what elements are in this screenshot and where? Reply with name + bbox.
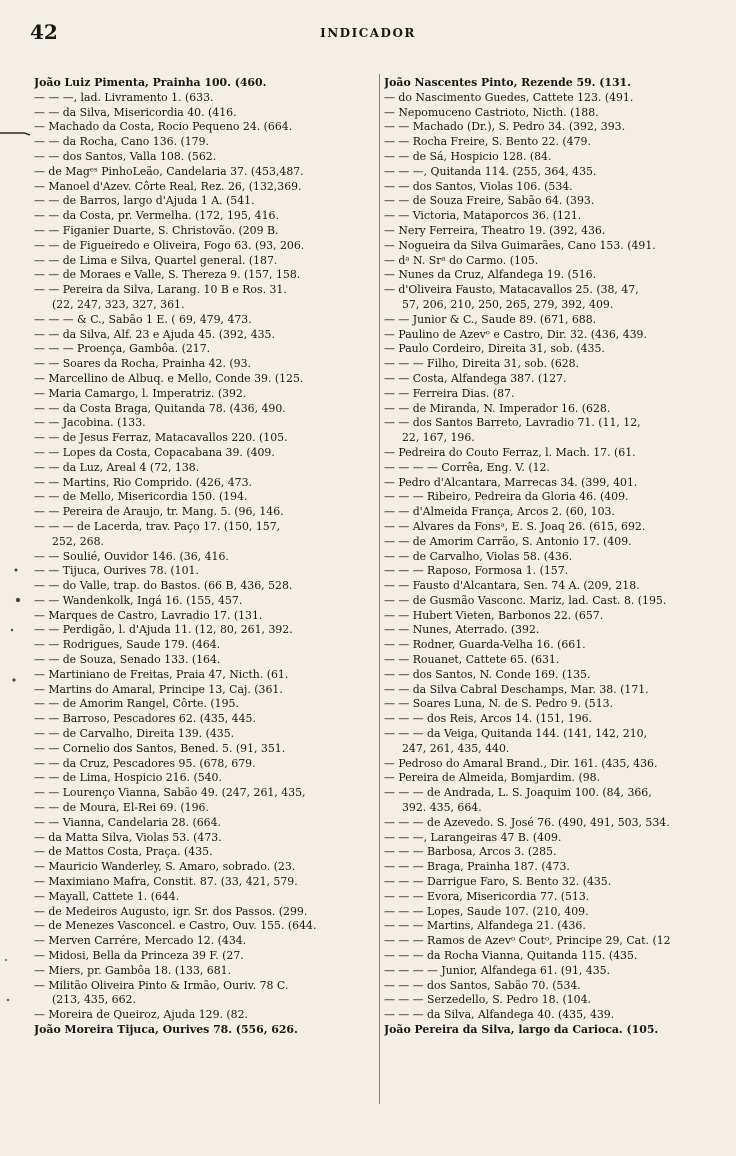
directory-entry: — — dos Santos Barreto, Lavradio 71. (11, 12, [384, 416, 641, 430]
directory-entry: — Nogueira da Silva Guimarães, Cano 153. (491. [384, 238, 656, 252]
directory-entry: — — de Lima, Hospicio 216. (540. [34, 771, 222, 785]
directory-entry: (22, 247, 323, 327, 361. [52, 297, 185, 311]
page-number: 42 [30, 20, 58, 44]
directory-entry: — — de Jesus Ferraz, Matacavallos 220. (105. [34, 431, 288, 445]
directory-entry: 247, 261, 435, 440. [402, 741, 510, 755]
directory-entry: — Manoel d'Azev. Côrte Real, Rez. 26, (132,369. [34, 179, 302, 193]
directory-entry: — d'Oliveira Fausto, Matacavallos 25. (38, 47, [384, 283, 639, 297]
directory-entry: — — Vianna, Candelaria 28. (664. [34, 815, 221, 829]
directory-entry: — — — Lopes, Saude 107. (210, 409. [384, 904, 589, 918]
directory-entry: — — Victoria, Mataporcos 36. (121. [384, 209, 582, 223]
directory-entry: João Pereira da Silva, largo da Carioca. (105. [384, 1023, 659, 1036]
directory-entry: — Pedreira do Couto Ferraz, l. Mach. 17. (61. [384, 445, 636, 459]
margin-ink-specks [0, 560, 22, 1040]
directory-entry: — — da Rocha, Cano 136. (179. [34, 135, 209, 149]
directory-entry: João Moreira Tijuca, Ourives 78. (556, 626. [34, 1023, 298, 1036]
directory-entry: — Martins do Amaral, Principe 13, Caj. (361. [34, 682, 283, 696]
directory-entry: — Maria Camargo, l. Imperatriz. (392. [34, 386, 247, 400]
right-column [384, 76, 734, 1038]
directory-entry: — Marques de Castro, Lavradio 17. (131. [34, 608, 263, 622]
margin-arrow-mark [0, 130, 30, 136]
directory-entry: 392. 435, 664. [402, 801, 482, 815]
directory-entry: — — — dos Reis, Arcos 14. (151, 196. [384, 712, 593, 726]
directory-entry: — — de Miranda, N. Imperador 16. (628. [384, 401, 611, 415]
directory-entry: — — Alvares da Fonsᵃ, E. S. Joaq 26. (615, 692. [384, 519, 646, 533]
directory-entry: — — — da Rocha Vianna, Quitanda 115. (435. [384, 949, 638, 963]
directory-entry: — — Rodrigues, Saude 179. (464. [34, 638, 221, 652]
directory-entry: — — do Valle, trap. do Bastos. (66 B, 436, 528. [34, 579, 293, 593]
directory-entry: — — Martins, Rio Comprido. (426, 473. [34, 475, 252, 489]
directory-entry: — Midosi, Bella da Princeza 39 F. (27. [34, 949, 244, 963]
directory-entry: — — — Braga, Prainha 187. (473. [384, 860, 570, 874]
left-column [34, 76, 378, 1038]
directory-entry: — — — Ramos de Azevᵒ Coutᵒ, Principe 29, Cat. (12 [384, 934, 671, 948]
directory-entry: — — — de Azevedo. S. José 76. (490, 491, 503, 534. [384, 815, 670, 829]
directory-entry: João Luiz Pimenta, Prainha 100. (460. [34, 76, 267, 89]
directory-entry: — Miers, pr. Gambôa 18. (133, 681. [34, 963, 232, 977]
directory-entry: — Mayall, Cattete 1. (644. [34, 889, 180, 903]
directory-entry: — de Menezes Vasconcel. e Castro, Ouv. 155. (644. [34, 919, 317, 933]
directory-entry: — — Jacobina. (133. [34, 416, 146, 430]
directory-entry: — — Hubert Vieten, Barbonos 22. (657. [384, 608, 604, 622]
directory-entry: — — — de Lacerda, trav. Paço 17. (150, 157, [34, 519, 281, 533]
directory-entry: — — — Proença, Gambôa. (217. [34, 342, 211, 356]
directory-entry: — — Costa, Alfandega 387. (127. [384, 371, 567, 385]
directory-entry: — — dos Santos, N. Conde 169. (135. [384, 667, 591, 681]
directory-entry: 57, 206, 210, 250, 265, 279, 392, 409. [402, 297, 614, 311]
directory-entry: — — dos Santos, Violas 106. (534. [384, 179, 573, 193]
directory-entry: — — —, Larangeiras 47 B. (409. [384, 830, 562, 844]
directory-entry: — — — Filho, Direita 31, sob. (628. [384, 357, 580, 371]
directory-entry: — — — & C., Sabão 1 E. ( 69, 479, 473. [34, 312, 252, 326]
directory-entry: — — da Silva Cabral Deschamps, Mar. 38. (171. [384, 682, 649, 696]
directory-entry: — da Matta Silva, Violas 53. (473. [34, 830, 222, 844]
directory-entry: — — da Cruz, Pescadores 95. (678, 679. [34, 756, 256, 770]
directory-entry: — — — de Andrada, L. S. Joaquim 100. (84, 366, [384, 786, 652, 800]
directory-entry: — — de Amorim Rangel, Côrte. (195. [34, 697, 239, 711]
directory-entry: — — —, lad. Livramento 1. (633. [34, 90, 214, 104]
directory-entry: — — Soares Luna, N. de S. Pedro 9. (513. [384, 697, 614, 711]
directory-entry: — — de Mello, Misericordia 150. (194. [34, 490, 248, 504]
directory-entry: — — de Carvalho, Direita 139. (435. [34, 727, 235, 741]
directory-entry: — — Lourenço Vianna, Sabão 49. (247, 261, 435, [34, 786, 306, 800]
directory-entry: — — Pereira da Silva, Larang. 10 B e Ros. 31. [34, 283, 287, 297]
directory-entry: — — Barroso, Pescadores 62. (435, 445. [34, 712, 256, 726]
directory-entry: (213, 435, 662. [52, 993, 136, 1007]
directory-entry: — Pereira de Almeida, Bomjardim. (98. [384, 771, 601, 785]
directory-entry: — — da Silva, Misericordia 40. (416. [34, 105, 237, 119]
directory-entry: — — Pereira de Araujo, tr. Mang. 5. (96, 146. [34, 505, 284, 519]
directory-entry: — — de Barros, largo d'Ajuda 1 A. (541. [34, 194, 255, 208]
directory-entry: — — de Sá, Hospicio 128. (84. [384, 149, 552, 163]
directory-entry: — dᵃ N. Srᵃ do Carmo. (105. [384, 253, 539, 267]
running-head: INDICADOR [320, 26, 416, 40]
directory-entry: — de Mattos Costa, Praça. (435. [34, 845, 213, 859]
directory-entry: — — Soares da Rocha, Prainha 42. (93. [34, 357, 251, 371]
directory-entry: — Paulino de Azevᵒ e Castro, Dir. 32. (436, 439. [384, 327, 647, 341]
directory-entry: — — Rouanet, Cattete 65. (631. [384, 653, 560, 667]
directory-entry: — Nunes da Cruz, Alfandega 19. (516. [384, 268, 597, 282]
directory-entry: — — da Costa Braga, Quitanda 78. (436, 490. [34, 401, 286, 415]
directory-entry: — Nery Ferreira, Theatro 19. (392, 436. [384, 223, 606, 237]
directory-entry: — Merven Carrére, Mercado 12. (434. [34, 934, 247, 948]
directory-entry: — — da Luz, Areal 4 (72, 138. [34, 460, 200, 474]
directory-entry: — — de Carvalho, Violas 58. (436. [384, 549, 573, 563]
directory-entry: — — de Gusmão Vasconc. Mariz, lad. Cast. 8. (195. [384, 593, 667, 607]
directory-entry: — — de Souza, Senado 133. (164. [34, 653, 221, 667]
directory-entry: — — da Costa, pr. Vermelha. (172, 195, 416. [34, 209, 279, 223]
directory-entry: — Marcellino de Albuq. e Mello, Conde 39. (125. [34, 371, 304, 385]
directory-entry: — — — Evora, Misericordia 77. (513. [384, 889, 590, 903]
directory-entry: — — — Serzedello, S. Pedro 18. (104. [384, 993, 591, 1007]
directory-entry: — — d'Almeida França, Arcos 2. (60, 103. [384, 505, 615, 519]
directory-entry: 22, 167, 196. [402, 431, 475, 445]
directory-entry: — — Junior & C., Saude 89. (671, 688. [384, 312, 597, 326]
directory-entry: — — Lopes da Costa, Copacabana 39. (409. [34, 445, 275, 459]
directory-entry: — — — dos Santos, Sabão 70. (534. [384, 978, 581, 992]
directory-entry: — — Figanier Duarte, S. Christovão. (209 B. [34, 223, 279, 237]
directory-entry: — — — da Silva, Alfandega 40. (435, 439. [384, 1008, 615, 1022]
directory-entry: — Militão Oliveira Pinto & Irmão, Ouriv. 78 C. [34, 978, 289, 992]
directory-entry: — de Magᵉˢ PinhoLeão, Candelaria 37. (453,487. [34, 164, 304, 178]
directory-entry: — Moreira de Queiroz, Ajuda 129. (82. [34, 1008, 248, 1022]
directory-entry: — — Perdigão, l. d'Ajuda 11. (12, 80, 261, 392. [34, 623, 293, 637]
directory-entry: — — — Raposo, Formosa 1. (157. [384, 564, 569, 578]
directory-entry: — — — da Veiga, Quitanda 144. (141, 142, 210, [384, 727, 648, 741]
directory-entry: — — Nunes, Aterrado. (392. [384, 623, 540, 637]
directory-entry: — Pedro d'Alcantara, Marrecas 34. (399, 401. [384, 475, 638, 489]
directory-entry: — — Rodner, Guarda-Velha 16. (661. [384, 638, 586, 652]
directory-entry: — — — Martins, Alfandega 21. (436. [384, 919, 586, 933]
directory-entry: — — Machado (Dr.), S. Pedro 34. (392, 393. [384, 120, 626, 134]
directory-entry: — de Medeiros Augusto, igr. Sr. dos Passos. (299. [34, 904, 308, 918]
directory-entry: — — — — Corrêa, Eng. V. (12. [384, 460, 550, 474]
directory-entry: — — de Lima e Silva, Quartel general. (187. [34, 253, 278, 267]
directory-entry: — — Soulié, Ouvidor 146. (36, 416. [34, 549, 229, 563]
directory-entry: — Pedroso do Amaral Brand., Dir. 161. (435, 436. [384, 756, 658, 770]
directory-entry: — — de Amorim Carrão, S. Antonio 17. (409. [384, 534, 632, 548]
directory-entry: — Machado da Costa, Rocio Pequeno 24. (664. [34, 120, 293, 134]
directory-entry: — do Nascimento Guedes, Cattete 123. (491. [384, 90, 634, 104]
directory-entry: — — de Souza Freire, Sabão 64. (393. [384, 194, 595, 208]
directory-entry: — — de Figueiredo e Oliveira, Fogo 63. (93, 206. [34, 238, 305, 252]
directory-entry: 252, 268. [52, 534, 104, 548]
directory-entry: — Martiniano de Freitas, Praia 47, Nicth. (61. [34, 667, 289, 681]
directory-entry: — — de Moura, El-Rei 69. (196. [34, 801, 209, 815]
directory-entry: — Paulo Cordeiro, Direita 31, sob. (435. [384, 342, 605, 356]
directory-entry: — — Tijuca, Ourives 78. (101. [34, 564, 199, 578]
directory-entry: — — dos Santos, Valla 108. (562. [34, 149, 217, 163]
directory-entry: — — — — Junior, Alfandega 61. (91, 435. [384, 963, 611, 977]
directory-entry: — — Wandenkolk, Ingá 16. (155, 457. [34, 593, 243, 607]
directory-entry: — — de Moraes e Valle, S. Thereza 9. (157, 158. [34, 268, 301, 282]
directory-entry: — — Rocha Freire, S. Bento 22. (479. [384, 135, 591, 149]
directory-entry: — Mauricio Wanderley, S. Amaro, sobrado. (23. [34, 860, 296, 874]
directory-entry: — — — Darrigue Faro, S. Bento 32. (435. [384, 875, 612, 889]
directory-entry: — — Fausto d'Alcantara, Sen. 74 A. (209, 218. [384, 579, 640, 593]
directory-entry: — — — Barbosa, Arcos 3. (285. [384, 845, 557, 859]
directory-entry: — — da Silva, Alf. 23 e Ajuda 45. (392, 435. [34, 327, 275, 341]
directory-entry: — — Ferreira Dias. (87. [384, 386, 515, 400]
directory-entry: — Nepomuceno Castrioto, Nicth. (188. [384, 105, 599, 119]
directory-entry: João Nascentes Pinto, Rezende 59. (131. [384, 76, 631, 89]
directory-entry: — Maximiano Mafra, Constit. 87. (33, 421, 579. [34, 875, 298, 889]
directory-entry: — — —, Quitanda 114. (255, 364, 435. [384, 164, 597, 178]
directory-entry: — — — Ribeiro, Pedreira da Gloria 46. (409. [384, 490, 629, 504]
column-divider [379, 74, 380, 1104]
directory-entry: — — Cornelio dos Santos, Bened. 5. (91, 351. [34, 741, 286, 755]
